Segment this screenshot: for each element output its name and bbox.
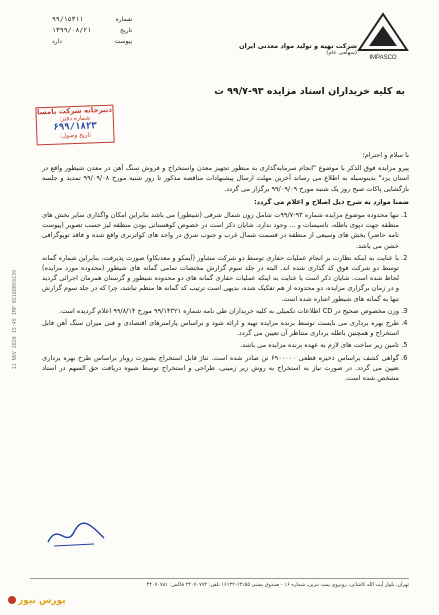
letter-footer: تهران، بلوار آیت الله کاشانی، روبروی پمپ بنزین، شماره ۱۶ - صندوق پستی ۱۳۱۵۵-۱۶۱۳۲ تلفن: ۴۴۰۷۰۷۷۲ فاکس: ۴۴۰۷۰۷۸۱ (30, 578, 409, 588)
received-stamp (35, 105, 114, 146)
letter-number-label: شماره (115, 16, 132, 23)
list-item: 1. تنها محدوده موضوع مزایده شماره ۹۳-۹۹/۷ت شامل زون شمال شرقی (شیطور) می باشد بنابراین امکان واگذاری سایر بخش های منطقه جهت دپوی باطله، تاسیسات و ... وجود ندارد. شایان ذکر است در خصوص کوهستانی بودن منطقه لیز حسب تصویر (پیوست نامه حاضر) بخش های وسیعی از منطقه در قسمت شمال غرب و جنوب شرق در واحد های کواترنری واقع شده و فاقد توپوگرافی خشن می باشد. (42, 210, 399, 251)
list-item: 2. با عنایت به اینکه نظارت بر انجام عملیات حفاری توسط دو شرکت مشاور (آیمکو و معدنکاو) صورت پذیرفت، بنابراین شماره گمانه توسط دو شرکت فوق کد گذاری شده اند. البته در جلد سوم گزارش مختصات تمامی گمانه های شیطور (محدوده مورد مزایده) لحاظ شده است. شایان ذکر است با عنایت به اینکه عملیات حفاری گمانه های دو محدوده شیطور و گزستان همزمان اجرائی گردید و در زمان برگزاری مزایده، دو محدوده از هم تفکیک شده، بدیهی است ترتیب کد گمانه ها منظم نباشد، چرا که در جلد سوم گزارش تنها به گمانه های شیطور اشاره شده است. (42, 253, 399, 304)
company-name (239, 42, 357, 56)
logo-text: IMPASCO (369, 55, 397, 61)
brand-icon (8, 596, 16, 604)
intro-paragraph: پیرو مزایده فوق الذکر با موضوع "انجام سرمایه‌گذاری به منظور تجهیز معدن واستخراج و فروش سنگ آهن در معدن شیطور واقع در استان یزد" بدینوسیله به اطلاع می رساند آخرین مهلت ارسال پیشنهادات مناقصه مذکور تا روز شنبه مورخ ۹۹/۰۹/۰۸ تمدید و جلسه بازگشایی پاکات صبح روز یک شنبه مورخ ۹۹/۰۹/۰۹ برگزار می گردد. (42, 164, 409, 193)
letter-title: به کلیه خریداران اسناد مزایده ۹۳-۹۹/۷ ت (214, 86, 405, 97)
company-logo (355, 12, 411, 62)
letter-body (42, 150, 409, 385)
letter-attachment-label: پیوست (114, 38, 132, 45)
stamp-heading: دبیرخانه شرکت بامسا (36, 105, 113, 117)
list-item: 6. گواهی کشف براساس ذخیره قطعی ۶۹۰۰۰۰۰ تن صادر شده است. تناژ قابل استخراج بصورت روباز براساس طرح بهره برداری تعیین می گردد. در صورت نیاز به استخراج به روش زیر زمینی، طراحی و استخراج توسط شیوه دریافت حق السهم در اسناد مشخص شده است. (42, 353, 399, 384)
letter-meta (52, 14, 132, 47)
greeting: با سلام و احترام؛ (362, 151, 409, 159)
stamp-number-label: شماره دفتر: (59, 114, 91, 123)
stamp-number: ۶۹۹/۱۸۲۳ (53, 121, 97, 133)
letter-attachment: دارد (52, 38, 62, 45)
list-item: 5. تامین زیر ساخت های لازم به عهده برنده مزایده می باشد. (42, 340, 399, 350)
company-title: شرکت تهیه و تولید مواد معدنی ایران (238, 42, 357, 50)
fax-header: 11 NOV 2020 15:45 ‏IMP ‏02188059239 (12, 270, 18, 370)
stamp-date-label: تاریخ وصول: (59, 131, 92, 140)
brand-watermark: بورس نیوز (18, 596, 66, 606)
section-heading: ضمنا موارد به شرح ذیل اصلاح و اعلام می گردد: (253, 197, 409, 206)
letter-number: ۹۹/۱۵۳۱۱ (52, 15, 84, 23)
handwritten-signature (44, 518, 108, 552)
list-item: 3. وزن مخصوص صحیح در CD اطلاعات تکمیلی به کلیه خریداران طی نامه شماره ۹۹/۱۴۳۲۱ مورخ ۹۹/۸/۱۴ اعلام گردیده است. (42, 306, 399, 316)
amendment-list (42, 210, 409, 383)
list-item: 4. طرح بهره برداری می بایست توسط برنده مزایده تهیه و ارائه شود و براساس پارامترهای اقتصادی و فنی میزان سنگ آهن قابل استخراج و همچنین باطله برداری متناظر آن تعیین می گردد. (42, 318, 399, 338)
company-subtitle: (سهامی عام) (326, 50, 357, 56)
letter-date: ۱۳۹۹/۰۸/۲۱ (52, 26, 92, 34)
letter-date-label: تاریخ (120, 27, 132, 34)
